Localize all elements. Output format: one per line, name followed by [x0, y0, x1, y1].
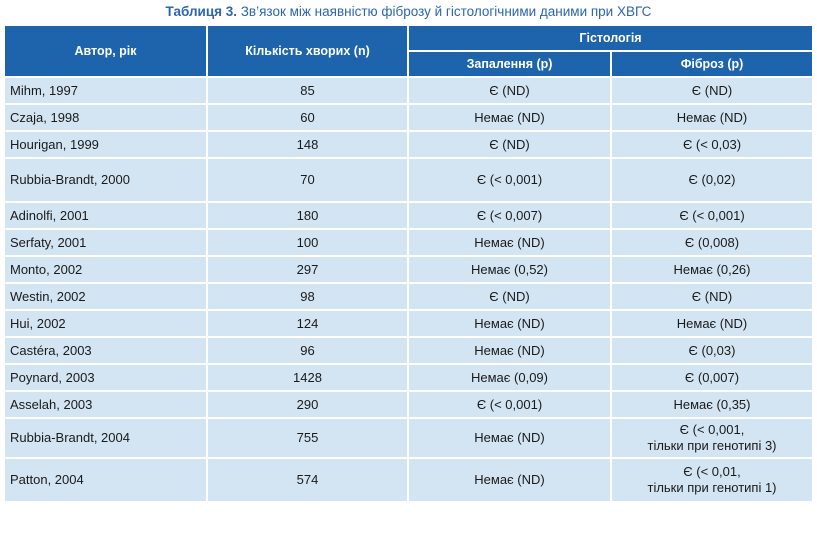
cell-fibrosis-line: Є (0,02) — [688, 172, 736, 187]
cell-author: Rubbia-Brandt, 2004 — [5, 419, 206, 457]
table-body — [5, 78, 812, 501]
cell-fibrosis-line: Є (0,008) — [684, 234, 740, 250]
cell-author: Hui, 2002 — [5, 311, 206, 336]
cell-fibrosis-line: Є (< 0,001) — [679, 207, 745, 223]
cell-fibrosis — [612, 419, 812, 457]
cell-inflammation: Немає (ND) — [409, 105, 610, 130]
table-row — [5, 159, 812, 201]
cell-author: Serfaty, 2001 — [5, 230, 206, 255]
cell-inflammation: Є (< 0,007) — [409, 203, 610, 228]
cell-inflammation: Є (ND) — [409, 132, 610, 157]
header-author: Автор, рік — [5, 26, 206, 76]
cell-inflammation: Немає (ND) — [409, 311, 610, 336]
cell-patients: 85 — [208, 78, 407, 103]
table-row — [5, 311, 812, 336]
cell-fibrosis — [612, 230, 812, 255]
cell-fibrosis — [612, 284, 812, 309]
cell-fibrosis — [612, 159, 812, 201]
table-row — [5, 230, 812, 255]
cell-patients: 574 — [208, 459, 407, 501]
header-inflammation: Запалення (p) — [409, 52, 610, 76]
cell-author: Monto, 2002 — [5, 257, 206, 282]
header-histology: Гістологія — [409, 26, 812, 50]
cell-patients: 60 — [208, 105, 407, 130]
cell-author: Mihm, 1997 — [5, 78, 206, 103]
cell-patients: 1428 — [208, 365, 407, 390]
cell-fibrosis-line: Немає (ND) — [676, 315, 748, 331]
cell-inflammation: Немає (ND) — [409, 459, 610, 501]
cell-patients: 290 — [208, 392, 407, 417]
cell-fibrosis-line: Немає (0,26) — [673, 261, 751, 277]
cell-fibrosis — [612, 311, 812, 336]
cell-inflammation: Немає (0,09) — [409, 365, 610, 390]
cell-fibrosis — [612, 392, 812, 417]
table-row — [5, 459, 812, 501]
cell-patients: 297 — [208, 257, 407, 282]
cell-fibrosis — [612, 459, 812, 501]
header-fibrosis: Фіброз (p) — [612, 52, 812, 76]
cell-inflammation: Є (ND) — [409, 78, 610, 103]
table-row — [5, 78, 812, 103]
cell-patients: 98 — [208, 284, 407, 309]
cell-author: Asselah, 2003 — [5, 392, 206, 417]
cell-fibrosis-line: тільки при генотипі 1) — [647, 480, 777, 495]
cell-fibrosis-line: Є (< 0,03) — [682, 136, 742, 152]
cell-author: Hourigan, 1999 — [5, 132, 206, 157]
cell-author: Patton, 2004 — [5, 459, 206, 501]
table-row — [5, 338, 812, 363]
cell-patients: 180 — [208, 203, 407, 228]
caption-label: Таблиця 3. — [165, 4, 238, 19]
cell-inflammation: Немає (ND) — [409, 338, 610, 363]
table-row — [5, 284, 812, 309]
cell-patients: 100 — [208, 230, 407, 255]
cell-fibrosis — [612, 203, 812, 228]
table-row — [5, 257, 812, 282]
caption-text: Зв’язок між наявністю фіброзу й гістологічними даними при ХВГС — [237, 4, 652, 19]
cell-inflammation: Є (ND) — [409, 284, 610, 309]
cell-fibrosis-line: Немає (ND) — [676, 109, 748, 125]
cell-fibrosis — [612, 257, 812, 282]
cell-fibrosis-line: Є (< 0,001, — [679, 422, 745, 437]
cell-author: Castéra, 2003 — [5, 338, 206, 363]
table-row — [5, 203, 812, 228]
cell-author: Westin, 2002 — [5, 284, 206, 309]
fibrosis-histology-table — [3, 24, 814, 503]
table-row — [5, 132, 812, 157]
cell-fibrosis — [612, 132, 812, 157]
cell-fibrosis — [612, 338, 812, 363]
cell-author: Poynard, 2003 — [5, 365, 206, 390]
cell-inflammation: Є (< 0,001) — [409, 392, 610, 417]
cell-inflammation: Немає (0,52) — [409, 257, 610, 282]
cell-author: Czaja, 1998 — [5, 105, 206, 130]
cell-author: Rubbia-Brandt, 2000 — [5, 159, 206, 201]
cell-fibrosis — [612, 365, 812, 390]
cell-inflammation: Немає (ND) — [409, 419, 610, 457]
cell-fibrosis-line: Є (0,03) — [688, 342, 736, 358]
cell-author: Adinolfi, 2001 — [5, 203, 206, 228]
header-patients: Кількість хворих (n) — [208, 26, 407, 76]
table-row — [5, 419, 812, 457]
cell-fibrosis-line: Є (ND) — [691, 82, 733, 98]
cell-patients: 96 — [208, 338, 407, 363]
cell-inflammation: Немає (ND) — [409, 230, 610, 255]
table-caption — [0, 0, 817, 24]
table-row — [5, 365, 812, 390]
cell-fibrosis-line: тільки при генотипі 3) — [647, 438, 777, 453]
cell-fibrosis-line: Є (< 0,01, — [683, 464, 741, 479]
cell-fibrosis-line: Є (0,007) — [684, 369, 740, 385]
cell-patients: 148 — [208, 132, 407, 157]
cell-fibrosis — [612, 105, 812, 130]
cell-patients: 124 — [208, 311, 407, 336]
cell-fibrosis-line: Немає (0,35) — [673, 396, 751, 412]
table-row — [5, 392, 812, 417]
cell-fibrosis-line: Є (ND) — [691, 288, 733, 304]
cell-fibrosis — [612, 78, 812, 103]
cell-inflammation: Є (< 0,001) — [409, 159, 610, 201]
cell-patients: 70 — [208, 159, 407, 201]
cell-patients: 755 — [208, 419, 407, 457]
table-row — [5, 105, 812, 130]
